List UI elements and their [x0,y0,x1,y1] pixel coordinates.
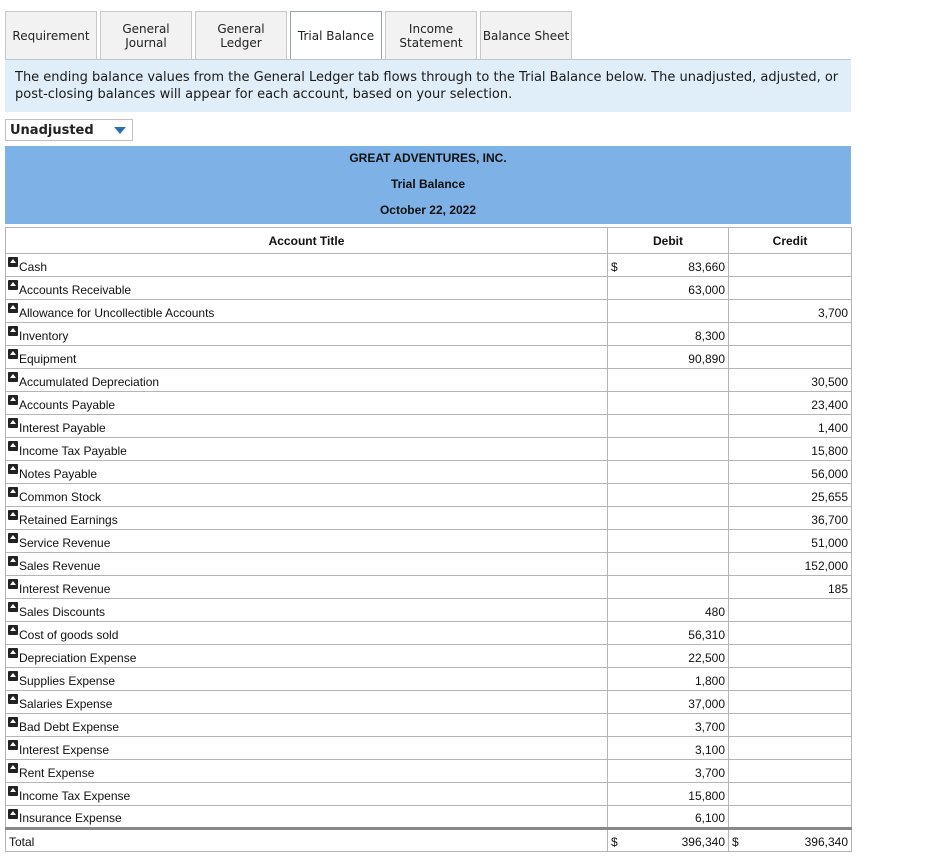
debit-cell [608,438,729,461]
table-row [6,392,852,415]
credit-amount: 30,500 [811,375,848,389]
account-title: Interest Payable [19,421,106,435]
debit-amount: 6,100 [694,811,725,825]
debit-cell [608,645,729,668]
balance-type-value: Unadjusted [10,122,94,138]
account-title: Insurance Expense [19,811,122,825]
account-title: Supplies Expense [19,674,116,688]
company-name: GREAT ADVENTURES, INC. [349,151,507,165]
account-cell[interactable] [6,622,608,645]
flag-icon[interactable] [8,510,18,520]
debit-cell [608,530,729,553]
credit-amount: 185 [827,582,848,596]
flag-icon[interactable] [8,556,18,566]
trial-balance-table [5,227,852,852]
account-title: Interest Revenue [19,582,111,596]
table-row [6,484,852,507]
flag-icon[interactable] [8,349,18,359]
table-row [6,415,852,438]
flag-icon[interactable] [8,625,18,635]
flag-icon[interactable] [8,533,18,543]
credit-cell [729,599,852,622]
tab-bar [5,11,572,59]
debit-cell [608,576,729,599]
debit-cell [608,254,729,277]
statement-title: Trial Balance [390,177,466,191]
credit-cell [729,553,852,576]
credit-cell [729,461,852,484]
credit-cell [729,829,852,852]
account-cell[interactable] [6,645,608,668]
debit-cell [608,553,729,576]
table-row [6,369,852,392]
credit-cell [729,415,852,438]
account-title: Interest Expense [19,743,110,757]
table-row [6,277,852,300]
table-row [6,254,852,277]
credit-amount: 25,655 [811,490,848,504]
balance-type-select[interactable] [5,119,133,141]
credit-cell [729,783,852,806]
account-cell[interactable] [6,553,608,576]
info-banner [5,60,851,112]
credit-amount: 15,800 [811,444,848,458]
credit-amount: 23,400 [811,398,848,412]
tab-balance-sheet[interactable]: Balance Sheet [480,11,572,59]
account-title: Notes Payable [19,467,98,481]
account-cell[interactable] [6,829,608,852]
tab-income-statement[interactable]: Income Statement [385,11,477,59]
debit-cell [608,691,729,714]
credit-cell [729,622,852,645]
account-cell[interactable] [6,714,608,737]
statement-date: October 22, 2022 [379,203,477,217]
table-row [6,461,852,484]
table-row [6,300,852,323]
credit-cell [729,760,852,783]
credit-cell [729,645,852,668]
credit-cell [729,369,852,392]
credit-amount: 396,340 [804,835,848,849]
flag-icon[interactable] [8,740,18,750]
debit-cell [608,392,729,415]
table-row [6,806,852,829]
account-cell[interactable] [6,300,608,323]
debit-amount: 3,700 [694,766,725,780]
debit-amount: 3,700 [694,720,725,734]
account-cell[interactable] [6,760,608,783]
debit-cell [608,714,729,737]
table-row [6,783,852,806]
table-row [6,714,852,737]
account-cell[interactable] [6,438,608,461]
account-cell[interactable] [6,691,608,714]
debit-amount: 56,310 [688,628,725,642]
flag-icon[interactable] [8,763,18,773]
table-row [6,668,852,691]
flag-icon[interactable] [8,441,18,451]
credit-amount: 3,700 [817,306,848,320]
flag-icon[interactable] [8,418,18,428]
tab-general-ledger[interactable]: General Ledger [195,11,287,59]
credit-cell [729,323,852,346]
account-title: Inventory [19,329,69,343]
debit-cell [608,737,729,760]
account-title: Sales Revenue [19,559,101,573]
table-row [6,438,852,461]
debit-cell [608,300,729,323]
debit-amount: 90,890 [688,352,725,366]
debit-amount: 83,660 [688,260,725,274]
credit-cell [729,438,852,461]
account-cell[interactable] [6,668,608,691]
table-header-row [6,228,852,254]
debit-cell [608,668,729,691]
credit-cell [729,576,852,599]
debit-cell [608,507,729,530]
account-title: Total [9,835,35,849]
debit-cell [608,829,729,852]
credit-cell [729,392,852,415]
account-title: Accounts Receivable [19,283,132,297]
table-row [6,507,852,530]
account-title: Accounts Payable [19,398,116,412]
debit-cell [608,369,729,392]
tab-general-journal[interactable]: General Journal [100,11,192,59]
debit-cell [608,461,729,484]
table-row [6,530,852,553]
currency-symbol: $ [732,835,739,849]
table-row [6,323,852,346]
tab-trial-balance[interactable]: Trial Balance [290,11,382,60]
account-title: Depreciation Expense [19,651,137,665]
account-cell[interactable] [6,599,608,622]
credit-amount: 51,000 [811,536,848,550]
total-row [6,829,852,852]
account-title: Income Tax Expense [19,789,131,803]
credit-cell [729,737,852,760]
account-title: Bad Debt Expense [19,720,120,734]
account-title: Accumulated Depreciation [19,375,160,389]
account-title: Cash [19,260,48,274]
account-cell[interactable] [6,346,608,369]
tab-requirement[interactable]: Requirement [5,11,97,59]
debit-amount: 22,500 [688,651,725,665]
debit-amount: 37,000 [688,697,725,711]
account-cell[interactable] [6,277,608,300]
account-cell[interactable] [6,737,608,760]
flag-icon[interactable] [8,326,18,336]
debit-cell [608,599,729,622]
flag-icon[interactable] [8,464,18,474]
flag-icon[interactable] [8,671,18,681]
flag-icon[interactable] [8,717,18,727]
account-title: Allowance for Uncollectible Accounts [19,306,215,320]
column-header-credit: Credit [729,228,852,254]
table-row [6,645,852,668]
debit-amount: 480 [704,605,725,619]
table-row [6,599,852,622]
flag-icon[interactable] [8,694,18,704]
debit-cell [608,806,729,829]
debit-amount: 396,340 [681,835,725,849]
account-title: Service Revenue [19,536,111,550]
account-cell[interactable] [6,576,608,599]
column-header-debit: Debit [608,228,729,254]
account-cell[interactable] [6,806,608,829]
credit-cell [729,277,852,300]
account-cell[interactable] [6,507,608,530]
account-title: Retained Earnings [19,513,118,527]
flag-icon[interactable] [8,303,18,313]
table-row [6,553,852,576]
account-cell[interactable] [6,415,608,438]
flag-icon[interactable] [8,809,18,819]
statement-header [5,146,851,224]
flag-icon[interactable] [8,648,18,658]
table-row [6,576,852,599]
table-row [6,760,852,783]
credit-cell [729,300,852,323]
flag-icon[interactable] [8,372,18,382]
account-cell[interactable] [6,461,608,484]
credit-cell [729,507,852,530]
credit-cell [729,346,852,369]
account-title: Sales Discounts [19,605,106,619]
account-title: Income Tax Payable [19,444,127,458]
debit-amount: 3,100 [694,743,725,757]
flag-icon[interactable] [8,579,18,589]
account-cell[interactable] [6,392,608,415]
credit-cell [729,484,852,507]
account-cell[interactable] [6,369,608,392]
account-title: Equipment [19,352,77,366]
column-header-account: Account Title [6,228,608,254]
credit-cell [729,691,852,714]
credit-cell [729,668,852,691]
account-title: Cost of goods sold [19,628,119,642]
account-cell[interactable] [6,530,608,553]
debit-cell [608,415,729,438]
flag-icon[interactable] [8,786,18,796]
table-row [6,622,852,645]
debit-cell [608,622,729,645]
account-cell[interactable] [6,323,608,346]
debit-cell [608,484,729,507]
flag-icon[interactable] [8,257,18,267]
account-cell[interactable] [6,783,608,806]
credit-amount: 36,700 [811,513,848,527]
debit-cell [608,760,729,783]
flag-icon[interactable] [8,487,18,497]
dropdown-arrow-icon [114,127,126,134]
debit-amount: 15,800 [688,789,725,803]
account-title: Rent Expense [19,766,95,780]
flag-icon[interactable] [8,280,18,290]
credit-cell [729,806,852,829]
debit-amount: 8,300 [694,329,725,343]
currency-symbol: $ [611,260,618,274]
currency-symbol: $ [611,835,618,849]
account-title: Common Stock [19,490,102,504]
debit-cell [608,323,729,346]
debit-amount: 1,800 [694,674,725,688]
debit-cell [608,346,729,369]
account-cell[interactable] [6,484,608,507]
flag-icon[interactable] [8,602,18,612]
table-row [6,346,852,369]
table-row [6,737,852,760]
credit-cell [729,254,852,277]
info-text: The ending balance values from the General Ledger tab flows through to the Trial Balance below. The unadjusted, adjusted, or post-closing balances will appear for each account, based on your selection. [15,70,839,102]
debit-cell [608,277,729,300]
credit-amount: 56,000 [811,467,848,481]
credit-cell [729,530,852,553]
credit-cell [729,714,852,737]
credit-amount: 152,000 [804,559,848,573]
debit-amount: 63,000 [688,283,725,297]
debit-cell [608,783,729,806]
account-title: Salaries Expense [19,697,113,711]
credit-amount: 1,400 [817,421,848,435]
flag-icon[interactable] [8,395,18,405]
account-cell[interactable] [6,254,608,277]
table-row [6,691,852,714]
